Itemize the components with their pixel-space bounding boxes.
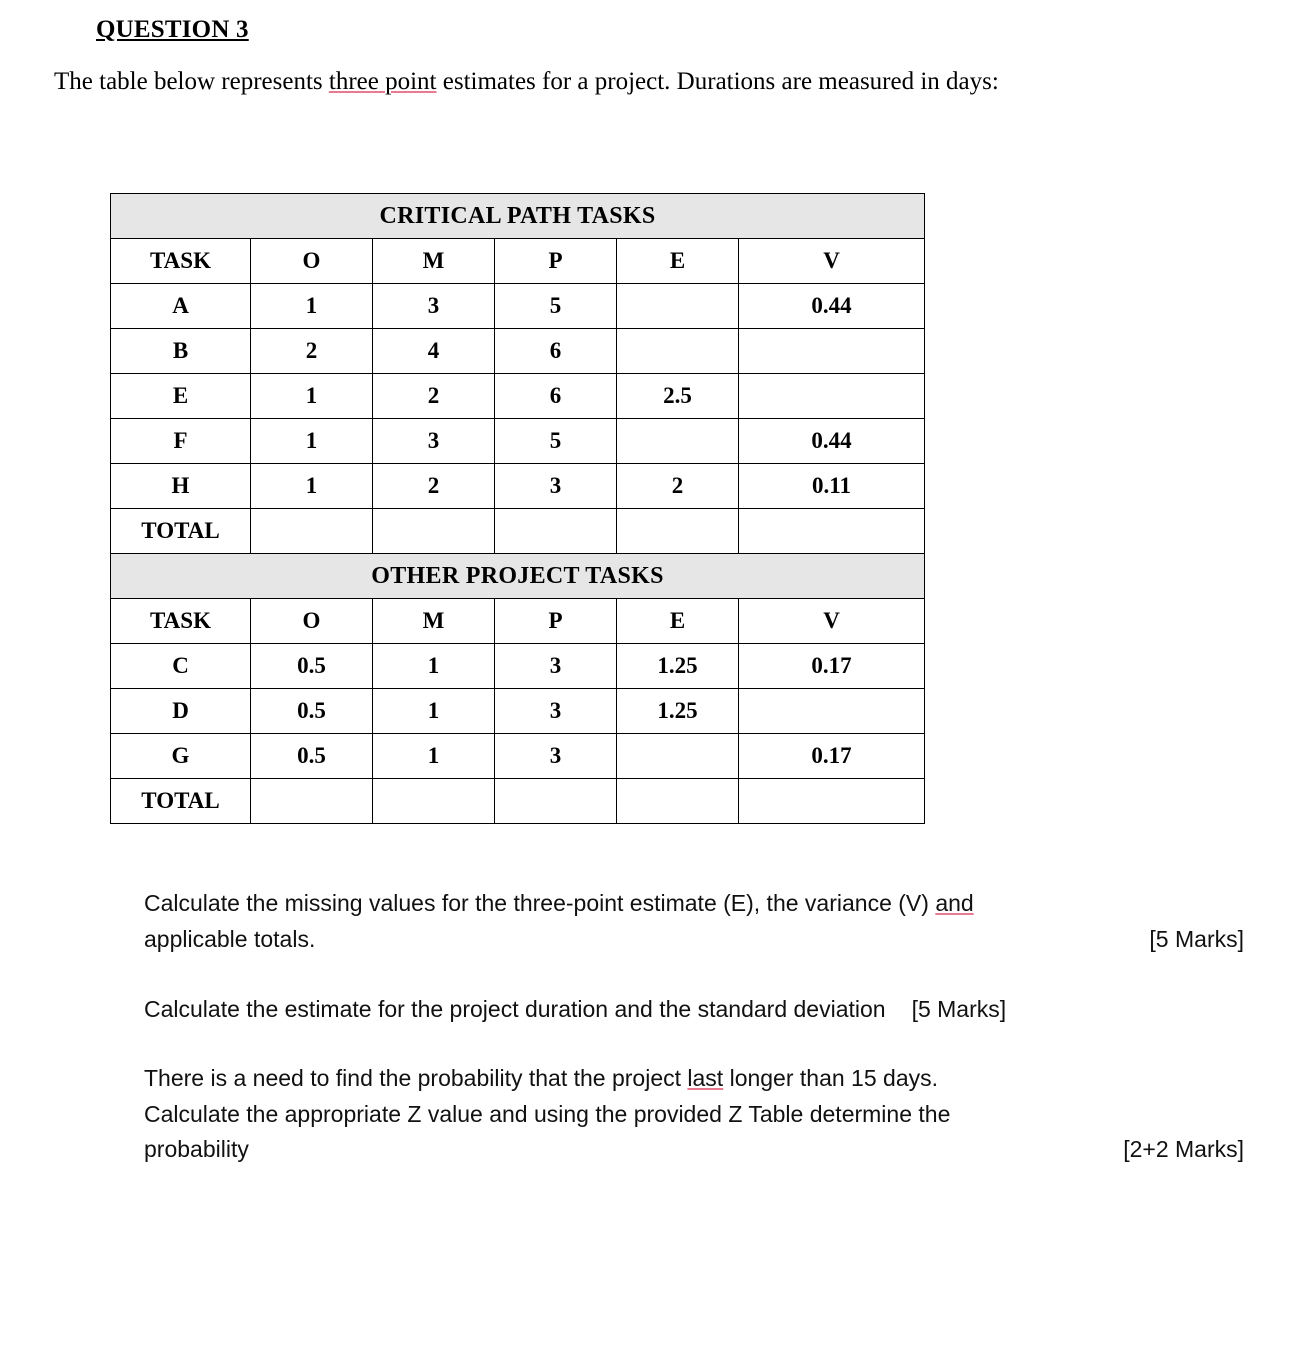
cell-task-total: TOTAL (111, 509, 251, 554)
question-part-b-line-1 (144, 992, 1274, 1028)
cell-e: 2 (617, 464, 739, 509)
table-row (111, 464, 925, 509)
cell-o: 0.5 (251, 734, 373, 779)
marks-badge-a: [5 Marks] (1149, 925, 1244, 952)
question-a-highlight-and: and (935, 890, 974, 917)
page-title: QUESTION 3 (96, 16, 249, 43)
cell-o: 1 (251, 374, 373, 419)
cell-o: 2 (251, 329, 373, 374)
cell-v (739, 374, 925, 419)
cell-o: 0.5 (251, 644, 373, 689)
cell-v: 0.17 (739, 644, 925, 689)
cell-o: 1 (251, 464, 373, 509)
column-header-e: E (617, 599, 739, 644)
table-row (111, 374, 925, 419)
cell-v (739, 509, 925, 554)
column-header-p: P (495, 239, 617, 284)
table-section-heading-row (111, 194, 925, 239)
cell-o (251, 509, 373, 554)
question-part-c-line-2: Calculate the appropriate Z value and using the provided Z Table determine the (144, 1100, 951, 1127)
question-part-c-line-3 (144, 1132, 1274, 1168)
cell-m (373, 509, 495, 554)
cell-v: 0.11 (739, 464, 925, 509)
cell-p: 3 (495, 734, 617, 779)
estimates-table-wrapper (110, 193, 1274, 824)
column-header-e: E (617, 239, 739, 284)
cell-e (617, 734, 739, 779)
cell-p: 3 (495, 689, 617, 734)
cell-m: 2 (373, 464, 495, 509)
question-c-text-after: longer than 15 days. (723, 1065, 939, 1092)
column-header-m: M (373, 239, 495, 284)
column-header-v: V (739, 599, 925, 644)
cell-v: 0.44 (739, 284, 925, 329)
cell-m: 2 (373, 374, 495, 419)
cell-o: 0.5 (251, 689, 373, 734)
table-header-row (111, 599, 925, 644)
column-header-task: TASK (111, 239, 251, 284)
cell-task: F (111, 419, 251, 464)
section-heading-critical-path: CRITICAL PATH TASKS (111, 194, 925, 239)
cell-task: H (111, 464, 251, 509)
cell-p: 5 (495, 284, 617, 329)
cell-m: 1 (373, 734, 495, 779)
marks-badge-c: [2+2 Marks] (1123, 1136, 1244, 1163)
cell-v: 0.44 (739, 419, 925, 464)
intro-paragraph (54, 66, 1274, 97)
cell-task: D (111, 689, 251, 734)
table-header-row (111, 239, 925, 284)
cell-task: G (111, 734, 251, 779)
cell-e (617, 284, 739, 329)
table-row (111, 419, 925, 464)
column-header-task: TASK (111, 599, 251, 644)
table-section-heading-row (111, 554, 925, 599)
question-c-text-line3: probability (144, 1136, 249, 1163)
cell-m: 1 (373, 689, 495, 734)
cell-v (739, 779, 925, 824)
marks-badge-b: [5 Marks] (911, 995, 1007, 1022)
table-row (111, 329, 925, 374)
cell-o: 1 (251, 284, 373, 329)
cell-e: 1.25 (617, 644, 739, 689)
cell-p: 3 (495, 464, 617, 509)
question-part-c (144, 1061, 1274, 1168)
cell-p: 6 (495, 374, 617, 419)
questions-list (144, 886, 1274, 1168)
table-row (111, 734, 925, 779)
question-part-c-line-1 (144, 1061, 1274, 1097)
column-header-m: M (373, 599, 495, 644)
section-heading-other-project: OTHER PROJECT TASKS (111, 554, 925, 599)
cell-v: 0.17 (739, 734, 925, 779)
cell-o: 1 (251, 419, 373, 464)
intro-highlight-three-point: three point (328, 68, 437, 95)
cell-e (617, 509, 739, 554)
question-c-highlight-last: last (687, 1065, 724, 1092)
question-c-text-before: There is a need to find the probability that the project (144, 1065, 688, 1092)
column-header-p: P (495, 599, 617, 644)
cell-m: 3 (373, 284, 495, 329)
cell-p: 3 (495, 644, 617, 689)
table-total-row (111, 509, 925, 554)
cell-m: 3 (373, 419, 495, 464)
column-header-v: V (739, 239, 925, 284)
cell-task-total: TOTAL (111, 779, 251, 824)
cell-v (739, 329, 925, 374)
cell-task: E (111, 374, 251, 419)
cell-m (373, 779, 495, 824)
cell-task: C (111, 644, 251, 689)
question-part-a-line-2 (144, 922, 1274, 958)
cell-o (251, 779, 373, 824)
cell-e (617, 419, 739, 464)
cell-e (617, 779, 739, 824)
question-b-text: Calculate the estimate for the project duration and the standard deviation (144, 995, 886, 1022)
cell-v (739, 689, 925, 734)
cell-p (495, 779, 617, 824)
table-total-row (111, 779, 925, 824)
question-part-a (144, 886, 1274, 957)
table-row (111, 644, 925, 689)
intro-text-before: The table below represents (54, 68, 329, 95)
cell-e (617, 329, 739, 374)
cell-p (495, 509, 617, 554)
intro-text-after: estimates for a project. Durations are measured in days: (436, 68, 999, 95)
column-header-o: O (251, 599, 373, 644)
cell-task: A (111, 284, 251, 329)
cell-task: B (111, 329, 251, 374)
cell-e: 1.25 (617, 689, 739, 734)
table-row (111, 284, 925, 329)
question-part-a-line-1 (144, 886, 1274, 922)
estimates-table (110, 193, 925, 824)
cell-p: 6 (495, 329, 617, 374)
cell-m: 4 (373, 329, 495, 374)
cell-e: 2.5 (617, 374, 739, 419)
question-a-text-line2: applicable totals. (144, 925, 316, 952)
cell-p: 5 (495, 419, 617, 464)
cell-m: 1 (373, 644, 495, 689)
table-row (111, 689, 925, 734)
question-part-b (144, 992, 1274, 1028)
column-header-o: O (251, 239, 373, 284)
question-a-text-before: Calculate the missing values for the three-point estimate (E), the variance (V) (144, 890, 936, 917)
